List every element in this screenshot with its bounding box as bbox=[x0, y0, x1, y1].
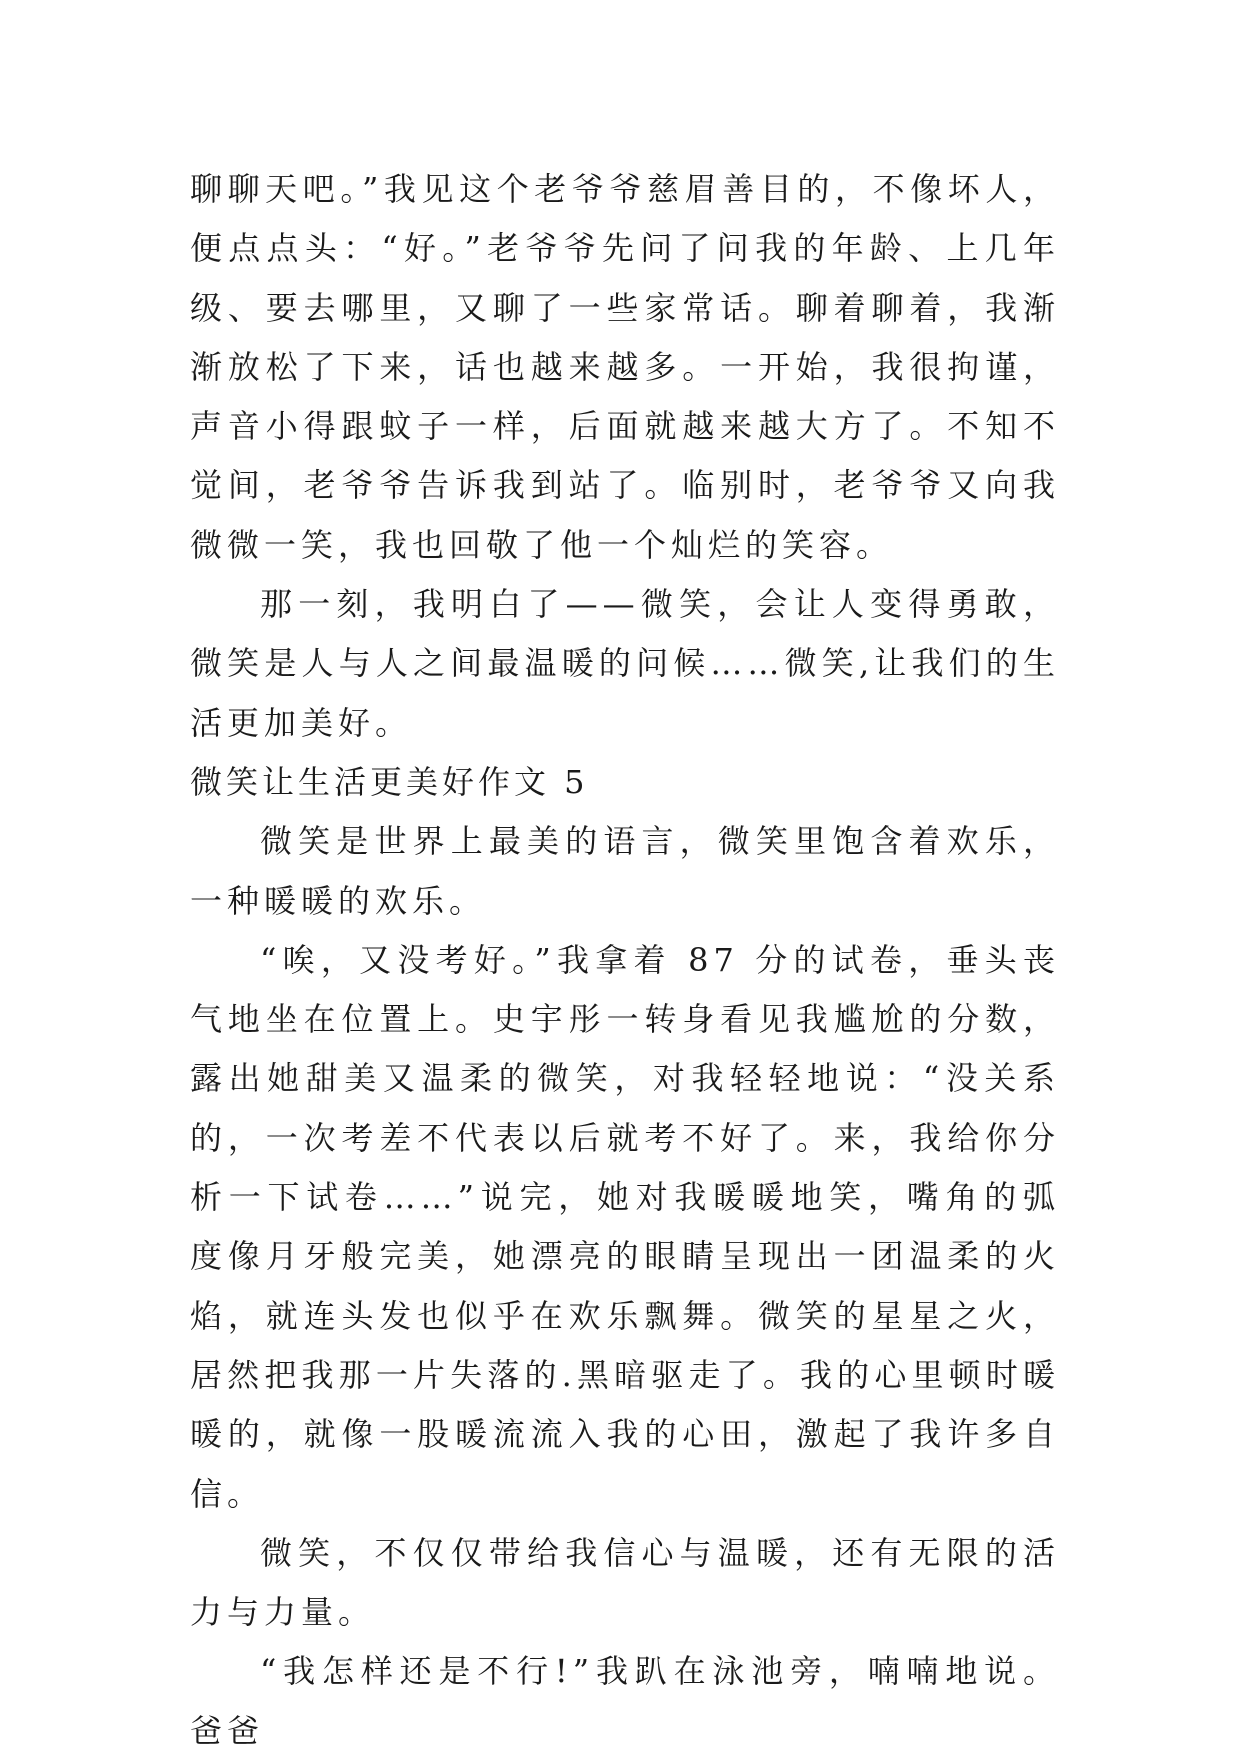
paragraph-realization: 那一刻，我明白了——微笑，会让人变得勇敢，微笑是人与人之间最温暖的问候……微笑,让我们的生活更加美好。 bbox=[190, 585, 1060, 742]
essay-title: 微笑让生活更美好作文 5 bbox=[190, 762, 589, 801]
paragraph-intro: 微笑是世界上最美的语言，微笑里饱含着欢乐，一种暖暖的欢乐。 bbox=[190, 822, 1060, 920]
paragraph-continuation: 聊聊天吧。”我见这个老爷爷慈眉善目的，不像坏人，便点点头：“好。”老爷爷先问了问我的年龄、上几年级、要去哪里，又聊了一些家常话。聊着聊着，我渐渐放松了下来，话也越来越多。一开始，我很拘谨，声音小得跟蚊子一样，后面就越来越大方了。不知不觉间，老爷爷告诉我到站了。临别时，老爷爷又向我微微一笑，我也回敬了他一个灿烂的笑容。 bbox=[190, 170, 1060, 564]
paragraph-exam-story: “唉，又没考好。”我拿着 87 分的试卷，垂头丧气地坐在位置上。史宇彤一转身看见我尴尬的分数，露出她甜美又温柔的微笑，对我轻轻地说：“没关系的，一次考差不代表以后就考不好了。来，我给你分析一下试卷……”说完，她对我暖暖地笑，嘴角的弧度像月牙般完美，她漂亮的眼睛呈现出一团温柔的火焰，就连头发也似乎在欢乐飘舞。微笑的星星之火，居然把我那一片失落的.黑暗驱走了。我的心里顿时暖暖的，就像一股暖流流入我的心田，激起了我许多自信。 bbox=[190, 940, 1060, 1513]
paragraph-confidence: 微笑，不仅仅带给我信心与温暖，还有无限的活力与力量。 bbox=[190, 1533, 1060, 1632]
document-body bbox=[190, 160, 1060, 1761]
paragraph-swimming: “我怎样还是不行!”我趴在泳池旁，喃喃地说。爸爸 bbox=[190, 1652, 1060, 1750]
